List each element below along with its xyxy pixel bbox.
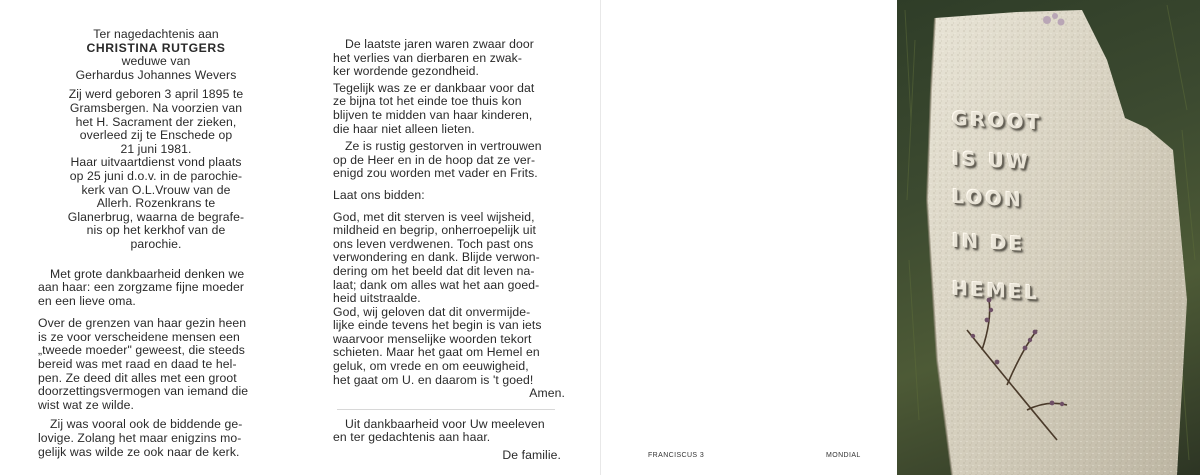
spouse-name: Gerhardus Johannes Wevers [75,67,237,82]
text-line: ons leven verdwenen. Toch past ons [333,236,534,251]
passing-paragraph [333,140,565,181]
birth-death-paragraph [38,88,274,156]
text-line: God, met dit sterven is veel wijsheid, [333,209,535,224]
text-line: overleed zij te Enschede op [79,128,233,143]
dedication-line: Ter nagedachtenis aan [93,27,219,41]
text-line: dering om het beeld dat dit leven na- [333,263,535,278]
text-line: parochie. [130,236,182,251]
text-line: die haar niet alleen lieten. [333,121,475,136]
left-column [38,28,274,459]
amen: Amen. [529,386,565,401]
text-line: pen. Ze deed dit alles met een groot [38,370,237,385]
text-line: enigd zou worden met vader en Frits. [333,166,538,181]
prayer-paragraph-1 [333,211,565,306]
stone-line: HEMEL [952,277,1040,305]
text-line: mildheid en begrip, onherroepelijk uit [333,223,536,238]
closing-paragraph [333,418,565,445]
franciscus-mark: FRANCISCUS 3 [648,452,705,459]
text-line: De laatste jaren waren zwaar door [345,37,534,51]
text-line: Gramsbergen. Na voorzien van [69,100,243,115]
text-line: blijven te midden van haar kinderen, [333,107,533,122]
text-line: Tegelijk was ze er dankbaar voor dat [333,80,535,95]
text-line: bereid was met raad en daad te hel- [38,357,237,372]
stone-line: GROOT [952,107,1043,135]
prayer-heading: Laat ons bidden: [333,187,425,202]
stone-line: IN DE [952,229,1026,256]
second-mother-paragraph [38,317,274,412]
text-line: wist wat ze wilde. [38,397,134,412]
text-line: heid uitstraalde. [333,291,421,306]
text-line: kerk van O.L.Vrouw van de [81,182,231,197]
text-line: op de Heer en in de hoop dat ze ver- [333,152,536,167]
text-line: het H. Sacrament der zieken, [75,114,237,129]
text-line: verwondering en dank. Blijde verwon- [333,250,540,265]
text-line: Ze is rustig gestorven in vertrouwen [345,139,542,154]
text-line: Allerh. Rozenkrans te [96,196,216,211]
faith-paragraph [38,418,274,459]
text-line: op 25 juni d.o.v. in de parochie- [69,168,243,183]
text-line: waarvoor menselijke woorden tekort [333,331,532,346]
text-line: het gaat om U. en daarom is 't goed! [333,372,534,387]
text-line: Haar uitvaartdienst vond plaats [70,155,242,170]
thankful-paragraph [333,82,565,136]
text-line: 21 juni 1981. [120,141,192,156]
fold-line [600,0,601,475]
text-line: God, wij geloven dat dit onvermijde- [333,304,531,319]
text-line: lijke einde tevens het begin is van iets [333,318,542,333]
text-line: doorzettingsvermogen van iemand die [38,384,249,399]
gratitude-paragraph [38,268,274,309]
text-line: lovige. Zolang het maar enigzins mo- [38,431,242,446]
signature: De familie. [502,448,561,463]
text-line: nis op het kerkhof van de [86,223,226,238]
deceased-name: CHRISTINA RUTGERS [86,40,226,55]
text-line: aan haar: een zorgzame fijne moeder [38,280,245,295]
funeral-paragraph [38,156,274,251]
dedication [38,28,274,82]
text-line: Uit dankbaarheid voor Uw meeleven [345,416,545,431]
stone-line: LOON [952,185,1024,212]
text-line: is ze voor verscheidene mensen een [38,329,240,344]
text-line: geluk, om vrede en om eeuwigheid, [333,359,529,374]
dedication-line: weduwe van [121,54,191,69]
text-line: Over de grenzen van haar gezin heen [38,316,247,331]
text-line: laat; dank om alles wat het aan goed- [333,277,540,292]
text-line: Glanerbrug, waarna de begrafe- [67,209,245,224]
text-line: schieten. Maar het gaat om Hemel en [333,345,540,360]
prayer-paragraph-2 [333,306,565,388]
right-column [333,38,565,463]
text-line: gelijk was wilde ze ook naar de kerk. [38,444,240,459]
text-line: ker wordende gezondheid. [333,64,480,79]
text-line: het verlies van dierbaren en zwak- [333,50,523,65]
last-years-paragraph [333,38,565,79]
text-line: en een lieve oma. [38,293,136,308]
text-line: en ter gedachtenis aan haar. [333,430,491,445]
text-line: ze bijna tot het einde toe thuis kon [333,94,522,109]
text-line: Zij was vooral ook de biddende ge- [50,417,243,432]
text-line: „tweede moeder" geweest, die steeds [38,343,246,358]
mondial-mark: MONDIAL [826,452,861,459]
text-line: Zij werd geboren 3 april 1895 te [68,87,244,102]
text-line: Met grote dankbaarheid denken we [50,266,245,281]
stone-line: IS UW [952,147,1031,174]
divider [337,409,555,410]
